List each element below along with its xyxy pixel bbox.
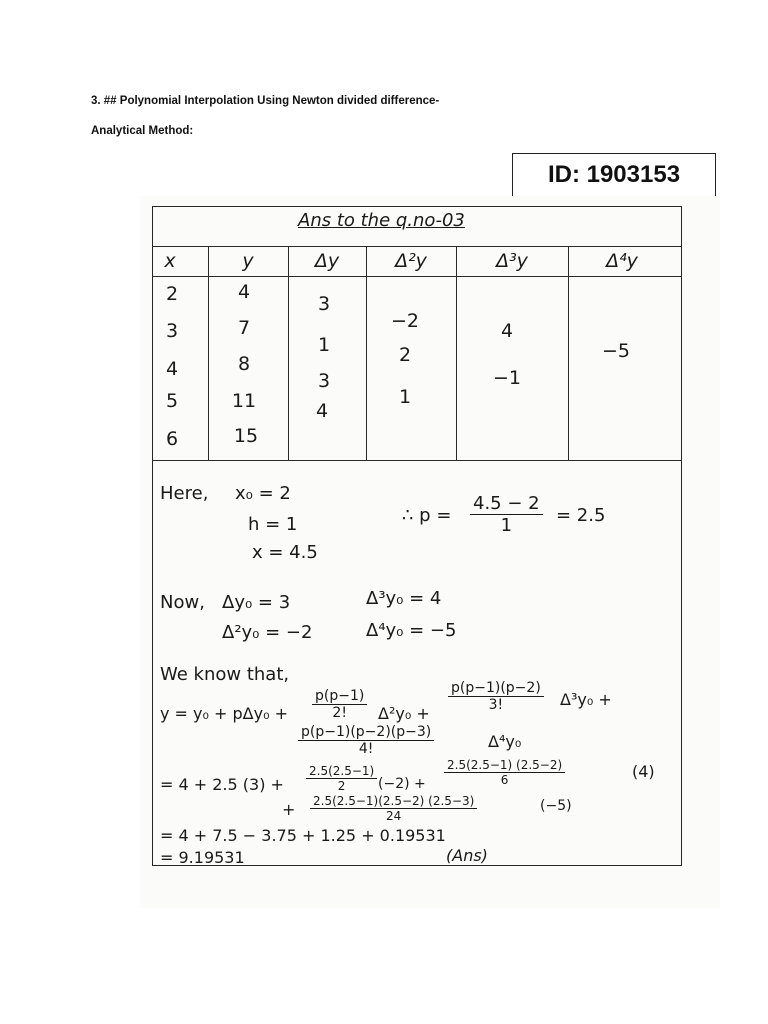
table-cell-dy: 3 bbox=[317, 293, 331, 315]
result-line: = 9.19531 bbox=[160, 848, 245, 867]
d4y0-value: Δ⁴y₀ = −5 bbox=[366, 620, 457, 641]
sub-frac3-denominator: 24 bbox=[386, 809, 402, 823]
sub-frac1-tail: (−2) + bbox=[378, 776, 426, 792]
table-cell-d2y: −2 bbox=[390, 310, 420, 332]
table-cell-y: 4 bbox=[237, 281, 251, 303]
sub-frac1-numerator: 2.5(2.5−1) bbox=[306, 764, 377, 779]
sub-frac3 bbox=[310, 794, 477, 823]
method-heading: Analytical Method: bbox=[91, 125, 194, 137]
table-header-d2y: Δ²y bbox=[395, 250, 427, 272]
term4-tail: Δ⁴y₀ bbox=[488, 732, 522, 751]
term4-numerator: p(p−1)(p−2)(p−3) bbox=[298, 724, 434, 741]
table-cell-x: 2 bbox=[165, 283, 179, 305]
p-fraction bbox=[470, 493, 543, 536]
term2-fraction bbox=[312, 688, 367, 721]
table-cell-y: 8 bbox=[237, 353, 251, 375]
student-id-box: ID: 1903153 bbox=[512, 153, 716, 197]
table-cell-d4y: −5 bbox=[601, 340, 631, 362]
term4-denominator: 4! bbox=[358, 741, 374, 757]
h-value: h = 1 bbox=[248, 514, 298, 535]
term3-numerator: p(p−1)(p−2) bbox=[448, 680, 544, 697]
sub-line1-lead: = 4 + 2.5 (3) + bbox=[160, 775, 284, 794]
table-header-y: y bbox=[242, 250, 254, 272]
d2y0-value: Δ²y₀ = −2 bbox=[222, 622, 313, 643]
x-value: x = 4.5 bbox=[252, 542, 318, 563]
section-title: 3. ## Polynomial Interpolation Using Newton divided difference- bbox=[91, 95, 440, 107]
term2-numerator: p(p−1) bbox=[312, 688, 367, 705]
table-col-divider bbox=[568, 246, 569, 460]
table-header-d3y: Δ³y bbox=[496, 250, 528, 272]
sub-frac2 bbox=[444, 758, 565, 787]
table-cell-y: 11 bbox=[231, 390, 257, 412]
table-col-divider bbox=[208, 246, 209, 460]
here-label: Here, bbox=[160, 483, 209, 504]
handwritten-sheet bbox=[152, 206, 682, 866]
table-col-divider bbox=[366, 246, 367, 460]
table-cell-x: 5 bbox=[165, 390, 179, 412]
formula-lhs: y = y₀ + pΔy₀ + bbox=[160, 704, 288, 723]
sub-line2-lead: + bbox=[282, 800, 296, 819]
ans-mark: (Ans) bbox=[446, 846, 488, 865]
term2-tail: Δ²y₀ + bbox=[378, 704, 430, 723]
p-prefix: ∴ p = bbox=[402, 505, 452, 526]
table-cell-x: 4 bbox=[165, 358, 179, 380]
table-col-divider bbox=[456, 246, 457, 460]
dy0-value: Δy₀ = 3 bbox=[222, 592, 291, 613]
p-numerator: 4.5 − 2 bbox=[470, 493, 543, 515]
now-label: Now, bbox=[160, 592, 205, 613]
table-cell-d2y: 1 bbox=[398, 386, 412, 408]
sub-frac1-denominator: 2 bbox=[337, 779, 346, 793]
table-cell-x: 6 bbox=[165, 428, 179, 450]
sub-frac3-tail: (−5) bbox=[540, 798, 572, 814]
sub-frac2-numerator: 2.5(2.5−1) (2.5−2) bbox=[444, 758, 565, 773]
table-cell-y: 15 bbox=[233, 425, 259, 447]
table-header-x: x bbox=[164, 250, 176, 272]
table-cell-x: 3 bbox=[165, 320, 179, 342]
d3y0-value: Δ³y₀ = 4 bbox=[366, 588, 442, 609]
table-header-d4y: Δ⁴y bbox=[606, 250, 638, 272]
term3-fraction bbox=[448, 680, 544, 713]
x0-value: x₀ = 2 bbox=[235, 483, 291, 504]
we-know-that: We know that, bbox=[160, 664, 290, 685]
term2-denominator: 2! bbox=[332, 705, 347, 721]
term3-denominator: 3! bbox=[488, 697, 504, 713]
p-result: = 2.5 bbox=[556, 505, 606, 526]
term4-fraction bbox=[298, 724, 434, 757]
sub-frac2-tail: (4) bbox=[632, 762, 655, 781]
table-cell-dy: 1 bbox=[317, 334, 331, 356]
table-cell-dy: 4 bbox=[315, 400, 329, 422]
table-col-divider bbox=[288, 246, 289, 460]
table-cell-d3y: −1 bbox=[492, 367, 522, 389]
table-rule-top bbox=[152, 246, 682, 247]
p-denominator: 1 bbox=[500, 515, 513, 536]
table-rule-header bbox=[152, 276, 682, 277]
sum-line: = 4 + 7.5 − 3.75 + 1.25 + 0.19531 bbox=[160, 826, 446, 845]
table-cell-dy: 3 bbox=[317, 370, 331, 392]
sheet-title: Ans to the q.no-03 bbox=[298, 210, 465, 231]
table-cell-d2y: 2 bbox=[398, 344, 412, 366]
sub-frac1 bbox=[306, 764, 377, 793]
sub-frac2-denominator: 6 bbox=[500, 773, 509, 787]
table-header-dy: Δy bbox=[314, 250, 340, 272]
table-cell-d3y: 4 bbox=[500, 320, 514, 342]
table-rule-bottom bbox=[152, 460, 682, 461]
sub-frac3-numerator: 2.5(2.5−1)(2.5−2) (2.5−3) bbox=[310, 794, 477, 809]
table-cell-y: 7 bbox=[237, 317, 251, 339]
term3-tail: Δ³y₀ + bbox=[560, 690, 612, 709]
